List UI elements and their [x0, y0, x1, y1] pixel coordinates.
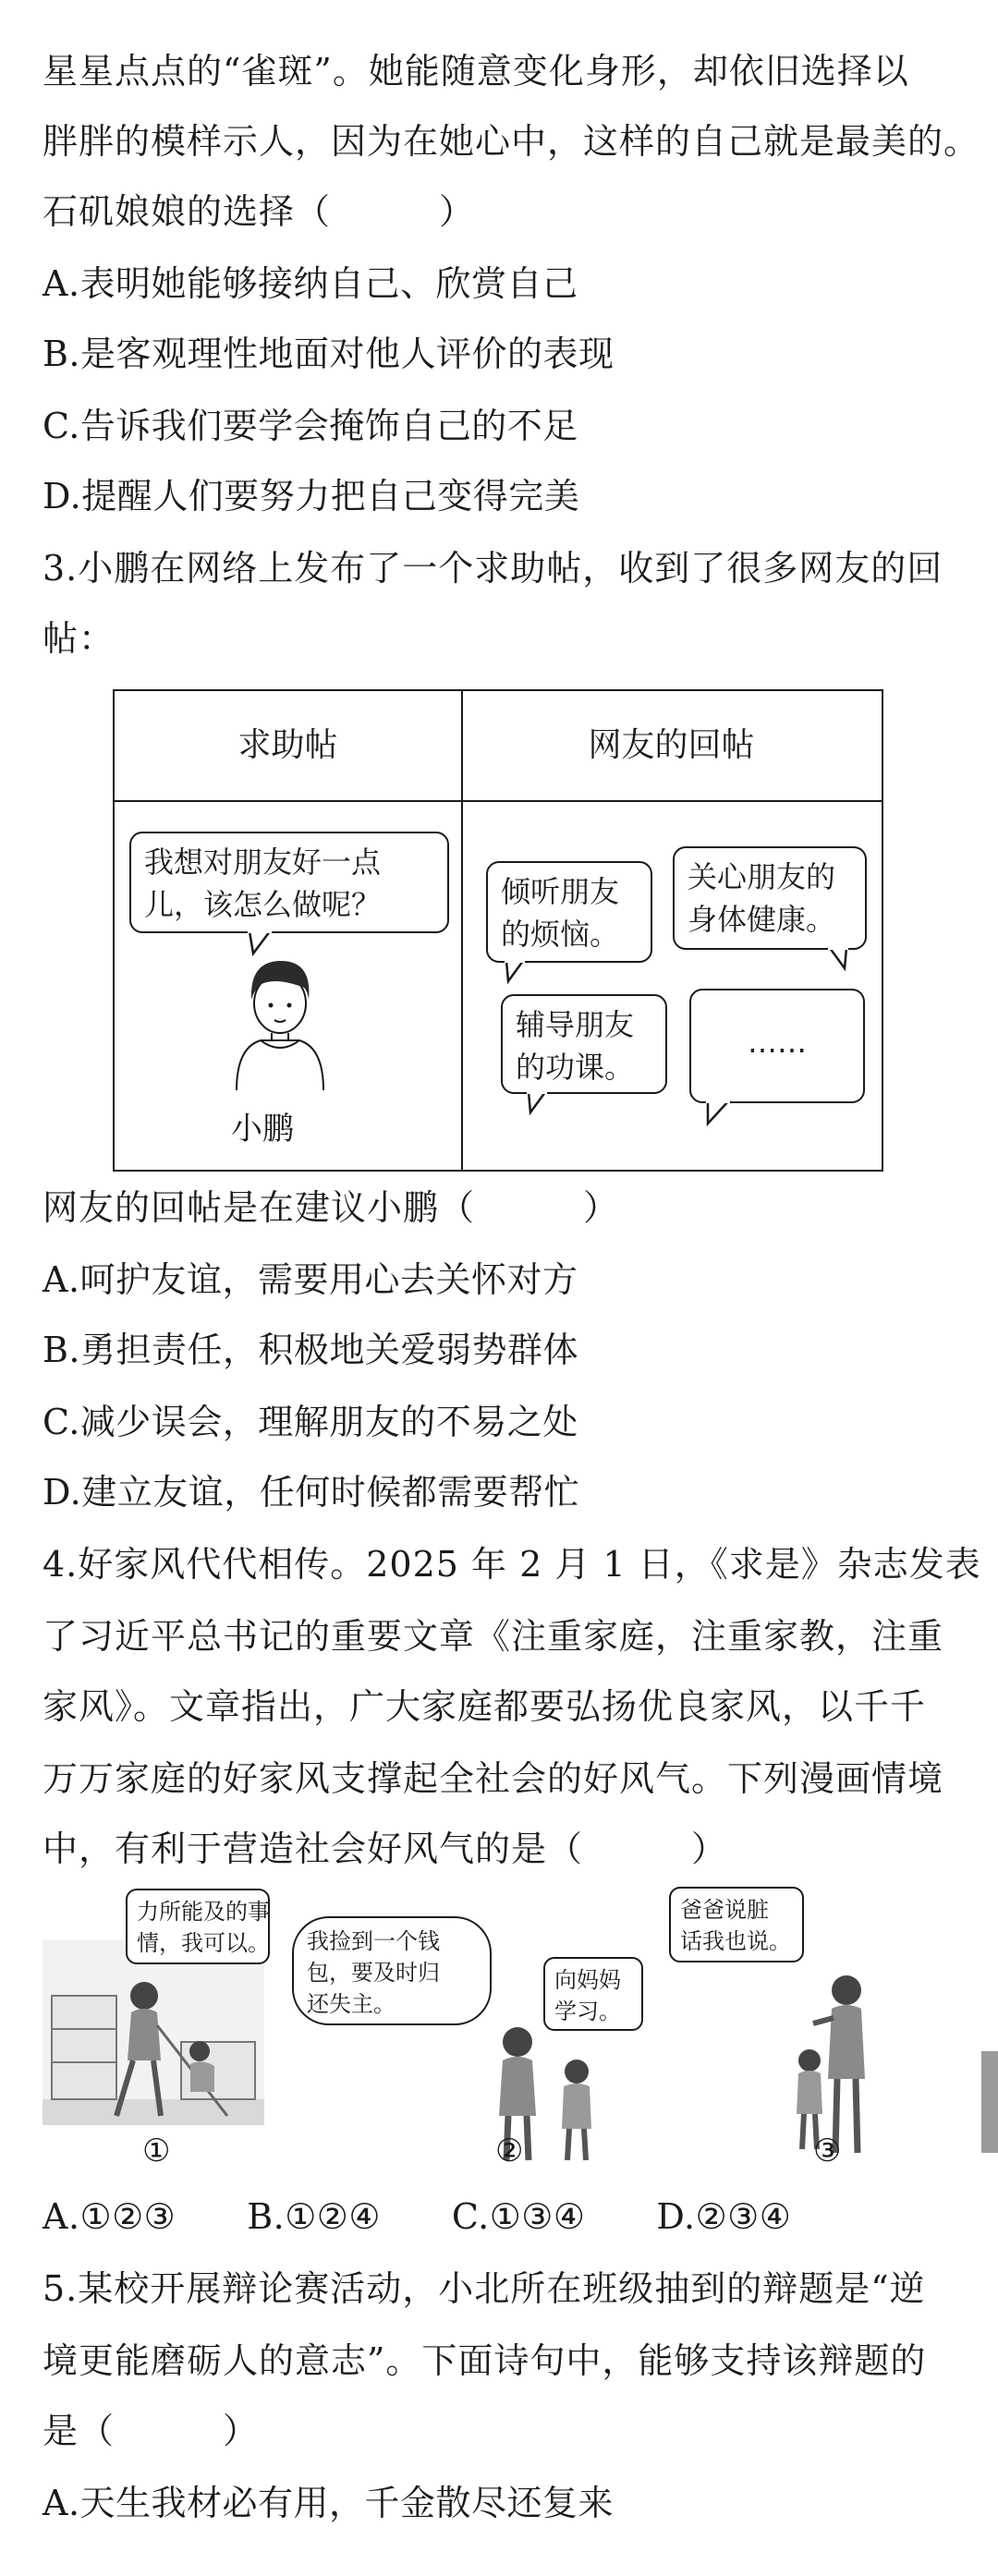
boy-name-caption: 小鹏: [231, 1111, 294, 1148]
q3-option-d: D.建立友谊，任何时候都需要帮忙: [43, 1472, 580, 1513]
q3-option-b: B.勇担责任，积极地关爱弱势群体: [43, 1330, 579, 1370]
comic-bubble-3: [669, 1887, 804, 1962]
q5-line-2: 境更能磨砺人的意志”。下面诗句中，能够支持该辩题的: [43, 2340, 927, 2381]
comic-bubble-3-line-1: 爸爸说脏: [680, 1897, 769, 1923]
reply-3-tail: [525, 1090, 553, 1116]
table-header-divider: [115, 800, 882, 802]
q4-line-5: 中，有利于营造社会好风气的是（ ）: [43, 1829, 728, 1869]
reply-4-ellipsis: ……: [748, 1025, 807, 1060]
q2-option-b: B.是客观理性地面对他人评价的表现: [43, 334, 615, 374]
question-2-stem: 石矶娘娘的选择（ ）: [43, 191, 476, 232]
comic-bubble-1-line-2: 情，我可以。: [137, 1930, 270, 1956]
help-post-table: [113, 689, 883, 1172]
reply-2-line-2: 身体健康。: [688, 902, 836, 937]
q3-option-a: A.呵护友谊，需要用心去关怀对方: [43, 1259, 578, 1300]
passage-line-2: 胖胖的模样示人，因为在她心中，这样的自己就是最美的。: [43, 121, 980, 162]
comic-bubble-2b-line-2: 学习。: [554, 1999, 621, 2024]
q3-option-c: C.减少误会，理解朋友的不易之处: [43, 1402, 578, 1442]
reply-3-line-2: 的功课。: [516, 1050, 635, 1085]
comic-bubble-1: [126, 1889, 270, 1964]
comic-bubble-2-line-2: 包，要及时归: [307, 1960, 440, 1986]
reply-1-line-2: 的烦恼。: [501, 917, 620, 952]
comic-label-3: ③: [813, 2132, 842, 2169]
comic-panel-1-scene: [43, 1940, 264, 2125]
comic-label-2: ②: [495, 2132, 524, 2169]
q4-options: A.①②③ B.①②④ C.①③④ D.②③④: [43, 2196, 792, 2237]
reply-1-line-1: 倾听朋友: [501, 874, 620, 909]
q4-line-3: 家风》。文章指出，广大家庭都要弘扬优良家风，以千千: [43, 1686, 927, 1727]
reply-4-tail: [704, 1100, 736, 1127]
comic-panel-3-scene: [758, 1968, 998, 2162]
q4-line-4: 万万家庭的好家风支撑起全社会的好风气。下列漫画情境: [43, 1758, 944, 1799]
reply-2-line-1: 关心朋友的: [688, 859, 836, 894]
q3-question: 网友的回帖是在建议小鹏（ ）: [43, 1187, 620, 1228]
comic-bubble-2-line-3: 还失主。: [307, 1991, 396, 2017]
q2-option-d: D.提醒人们要努力把自己变得完美: [43, 476, 580, 516]
reply-3-line-1: 辅导朋友: [516, 1007, 635, 1042]
comic-bubble-3-line-2: 话我也说。: [680, 1928, 791, 1954]
reply-bubble-tutoring: [501, 994, 667, 1094]
reply-1-tail: [503, 959, 530, 985]
passage-line-1: 星星点点的“雀斑”。她能随意变化身形，却依旧选择以: [43, 51, 909, 91]
comic-bubble-2-line-1: 我捡到一个钱: [307, 1928, 440, 1954]
q2-option-c: C.告诉我们要学会掩饰自己的不足: [43, 406, 578, 446]
table-header-request: 求助帖: [237, 726, 338, 764]
boy-illustration: [224, 952, 335, 1090]
q5-option-a: A.天生我材必有用，千金散尽还复来: [43, 2483, 615, 2523]
reply-bubble-health: [673, 846, 867, 950]
q4-line-1: 4.好家风代代相传。2025 年 2 月 1 日，《求是》杂志发表: [43, 1544, 981, 1585]
reply-2-tail: [826, 946, 854, 972]
comic-bubble-2b-line-1: 向妈妈: [554, 1967, 621, 1993]
reply-bubble-more: [689, 989, 865, 1103]
table-header-replies: 网友的回帖: [588, 726, 755, 764]
comic-label-1: ①: [142, 2132, 171, 2169]
question-3-stem-cont: 帖：: [43, 618, 116, 659]
request-speech-bubble: [129, 832, 449, 933]
q4-line-2: 了习近平总书记的重要文章《注重家庭，注重家教，注重: [43, 1616, 944, 1657]
question-3-stem: 3.小鹏在网络上发布了一个求助帖，收到了很多网友的回: [43, 548, 943, 589]
request-bubble-line-1: 我想对朋友好一点: [144, 844, 382, 880]
q2-option-a: A.表明她能够接纳自己、欣赏自己: [43, 263, 578, 304]
comic-bubble-1-line-1: 力所能及的事: [137, 1899, 270, 1925]
comic-strip: [0, 1885, 998, 2190]
q5-line-3: 是（ ）: [43, 2411, 260, 2451]
request-bubble-line-2: 儿，该怎么做呢？: [144, 887, 382, 922]
reply-bubble-listen: [486, 861, 652, 963]
comic-thought-cloud-2: [292, 1916, 492, 2025]
q5-line-1: 5.某校开展辩论赛活动，小北所在班级抽到的辩题是“逆: [43, 2268, 926, 2309]
